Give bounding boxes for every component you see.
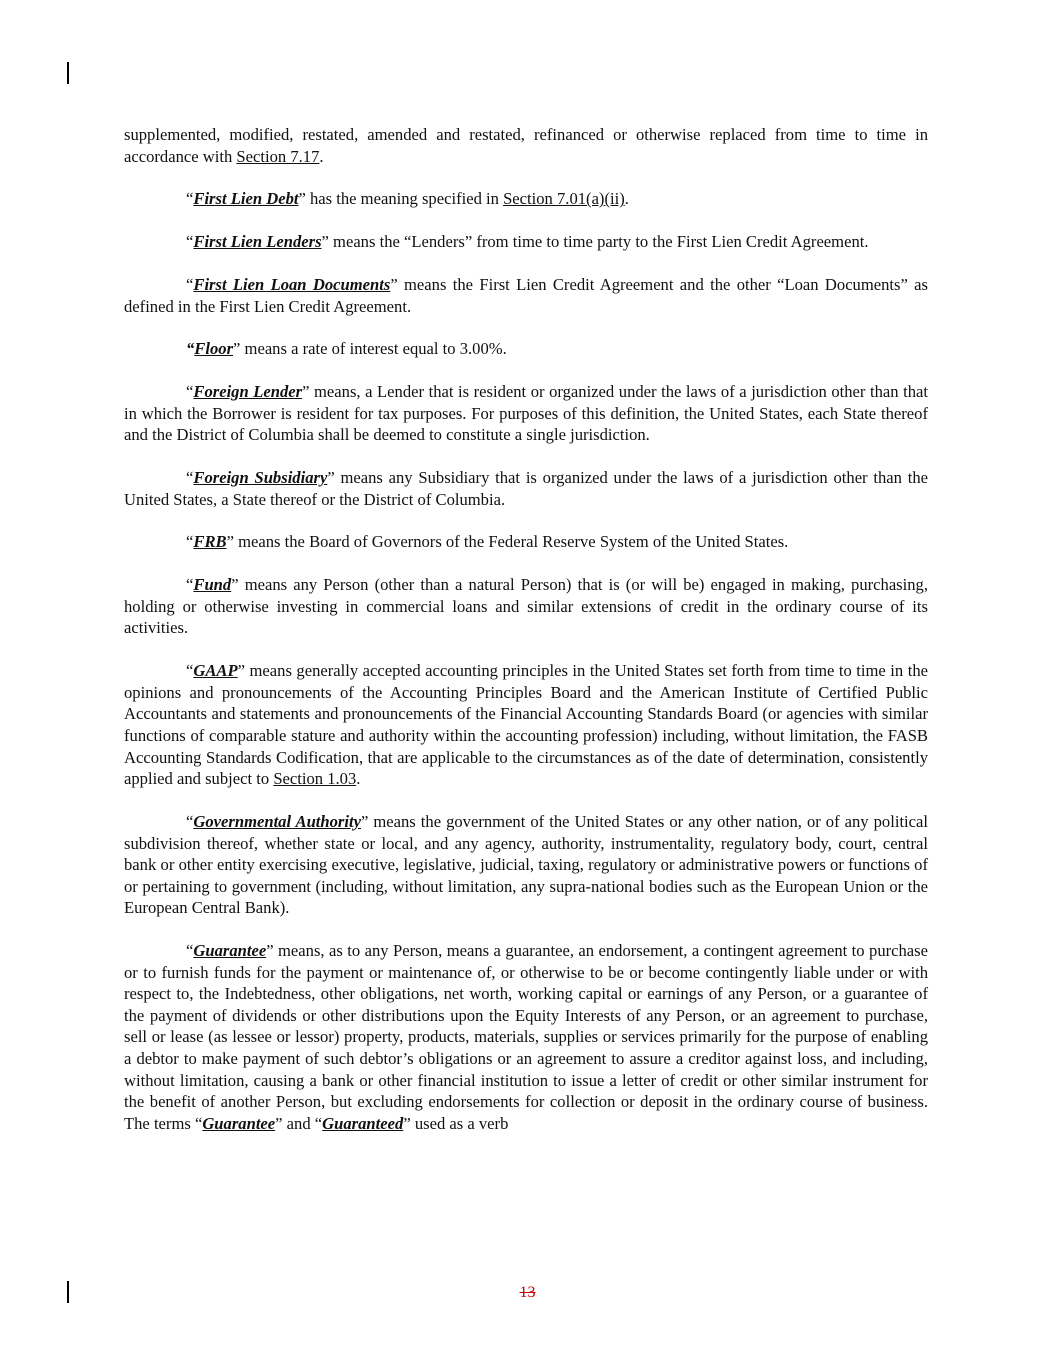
page-number: 13 <box>519 1284 536 1301</box>
continuation-paragraph: supplemented, modified, restated, amended and restated, refinanced or otherwise replaced from time to time in accordance with Section 7.17. <box>124 125 928 166</box>
definition-governmental-authority: “Governmental Authority” means the government of the United States or any other nation, or of any political subdivision thereof, whether state or local, and any agency, authority, instrumentality, regulatory body, court, central bank or other entity exercising executive, legislative, judicial, taxing, regulatory or administrative powers or functions of or pertaining to government (including, without limitation, any supra-national bodies such as the European Union or the European Central Bank). <box>124 811 928 918</box>
definition-gaap: “GAAP” means generally accepted accounting principles in the United States set forth from time to time in the opinions and pronouncements of the Accounting Principles Board and the American Institute of Certified Public Accountants and statements and pronouncements of the Financial Accounting Standards Board (or agencies with similar functions of comparable stature and authority within the accounting profession) including, without limitation, the FASB Accounting Standards Codification, that are applicable to the circumstances as of the date of determination, consistently applied and subject to Section 1.03. <box>124 661 928 789</box>
section-reference: Section 7.17 <box>236 146 320 166</box>
defined-term: First Lien Debt <box>193 189 299 209</box>
document-body <box>124 124 928 1156</box>
definition-guarantee: “Guarantee” means, as to any Person, means a guarantee, an endorsement, a contingent agreement to purchase or to furnish funds for the payment or maintenance of, or otherwise to be or become contingently liable under or with respect to, the Indebtedness, other obligations, net worth, working capital or earnings of any Person, or a guarantee of the payment of dividends or other distributions upon the Equity Interests of any Person, or an agreement to purchase, sell or lease (as lessee or lessor) property, products, materials, supplies or services primarily for the purpose of enabling a debtor to make payment of such debtor’s obligations or an agreement to assure a creditor against loss, and including, without limitation, causing a bank or other financial institution to issue a letter of credit or other similar instrument for the benefit of another Person, but excluding endorsements for collection or deposit in the ordinary course of business. The terms “Guarantee” and “Guaranteed” used as a verb <box>124 941 928 1133</box>
definition-floor: “Floor” means a rate of interest equal to 3.00%. <box>186 339 507 359</box>
definition-frb: “FRB” means the Board of Governors of the Federal Reserve System of the United States. <box>186 532 789 552</box>
definition-first-lien-debt: “First Lien Debt” has the meaning specified in Section 7.01(a)(ii). <box>186 189 629 209</box>
section-reference: Section 1.03 <box>273 769 357 789</box>
defined-term: GAAP <box>193 661 238 681</box>
defined-term: FRB <box>193 532 227 552</box>
defined-term: First Lien Loan Documents <box>193 274 391 294</box>
defined-term: Guarantee <box>193 941 267 961</box>
section-reference: Section 7.01(a)(ii) <box>503 189 625 209</box>
definition-first-lien-loan-documents: “First Lien Loan Documents” means the First Lien Credit Agreement and the other “Loan Documents” as defined in the First Lien Credit Agreement. <box>124 274 929 316</box>
defined-term: Foreign Subsidiary <box>193 468 328 488</box>
defined-term: Governmental Authority <box>193 811 361 831</box>
definition-fund: “Fund” means any Person (other than a natural Person) that is (or will be) engaged in making, purchasing, holding or otherwise investing in commercial loans and similar extensions of credit in the ordinary course of its activities. <box>124 575 928 638</box>
definition-first-lien-lenders: “First Lien Lenders” means the “Lenders” from time to time party to the First Lien Credit Agreement. <box>186 232 869 252</box>
defined-term: Fund <box>193 575 232 595</box>
definition-foreign-lender: “Foreign Lender” means, a Lender that is resident or organized under the laws of a jurisdiction other than that in which the Borrower is resident for tax purposes. For purposes of this definition, the United States, each State thereof and the District of Columbia shall be deemed to constitute a single jurisdiction. <box>124 382 928 445</box>
definition-foreign-subsidiary: “Foreign Subsidiary” means any Subsidiary that is organized under the laws of a jurisdiction other than the United States, a State thereof or the District of Columbia. <box>124 468 928 509</box>
change-bar-top <box>67 62 69 84</box>
defined-term: Guaranteed <box>322 1113 404 1133</box>
defined-term: Guarantee <box>202 1113 276 1133</box>
defined-term-open-quote: “ <box>186 339 195 359</box>
defined-term: Floor <box>194 339 234 359</box>
defined-term: Foreign Lender <box>193 382 303 402</box>
defined-term: First Lien Lenders <box>193 232 322 252</box>
